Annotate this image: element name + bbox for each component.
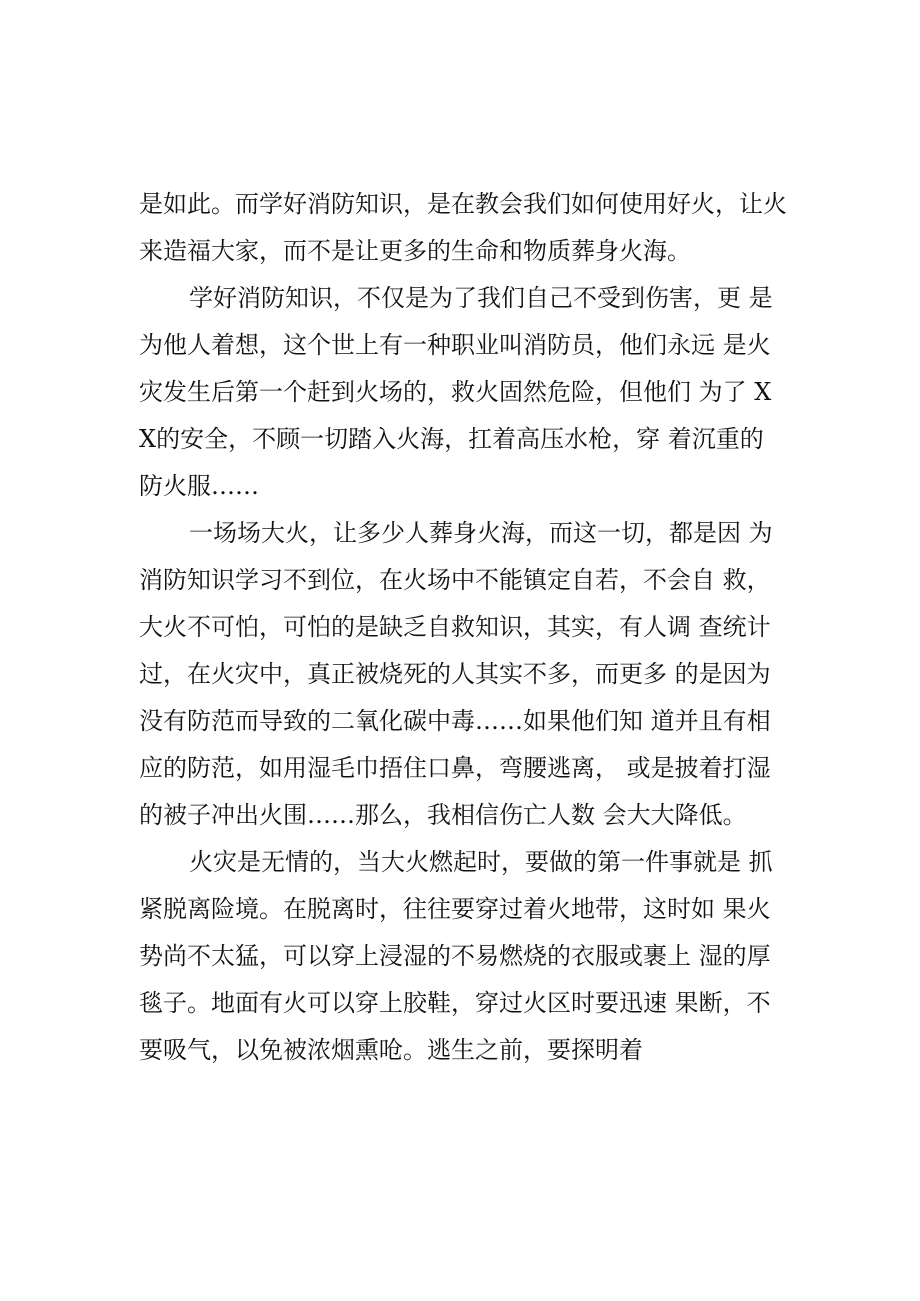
text-line: 火灾是无情的，当大火燃起时，要做的第一件事就是 抓 (189, 848, 773, 876)
text-line: 没有防范而导致的二氧化碳中毒……如果他们知 道并且有相 (139, 707, 771, 735)
text-line: 势尚不太猛，可以穿上浸湿的不易燃烧的衣服或裹上 湿的厚 (139, 942, 771, 970)
text-line: 为他人着想，这个世上有一种职业叫消防员，他们永远 是火 (139, 331, 771, 359)
text-line: 一场场大火，让多少人葬身火海，而这一切，都是因 为 (189, 519, 773, 547)
text-line: 紧脱离险境。在脱离时，往往要穿过着火地带，这时如 果火 (139, 895, 771, 923)
text-line: 要吸气，以免被浓烟熏呛。逃生之前，要探明着 (139, 1036, 643, 1064)
text-line: 消防知识学习不到位，在火场中不能镇定自若，不会自 救， (139, 566, 771, 594)
text-line: 大火不可怕，可怕的是缺乏自救知识，其实，有人调 查统计 (139, 613, 771, 641)
text-line: 灾发生后第一个赶到火场的，救火固然危险，但他们 为了 X (139, 378, 772, 406)
document-body (139, 181, 799, 1074)
text-line: 毯子。地面有火可以穿上胶鞋，穿过火区时要迅速 果断，不 (139, 989, 771, 1017)
text-line: 的被子冲出火围……那么，我相信伤亡人数 会大大降低。 (139, 801, 747, 829)
text-line: 防火服…… (139, 472, 259, 500)
text-line: 学好消防知识，不仅是为了我们自己不受到伤害，更 是 (189, 284, 773, 312)
text-line: 是如此。而学好消防知识，是在教会我们如何使用好火，让火 (139, 190, 787, 218)
text-line: 过，在火灾中，真正被烧死的人其实不多，而更多 的是因为 (139, 660, 771, 688)
text-line: 应的防范，如用湿毛巾捂住口鼻，弯腰逃离， 或是披着打湿 (139, 754, 771, 782)
text-line: 来造福大家，而不是让更多的生命和物质葬身火海。 (139, 237, 691, 265)
text-line: X的安全，不顾一切踏入火海，扛着高压水枪，穿 着沉重的 (139, 425, 764, 453)
